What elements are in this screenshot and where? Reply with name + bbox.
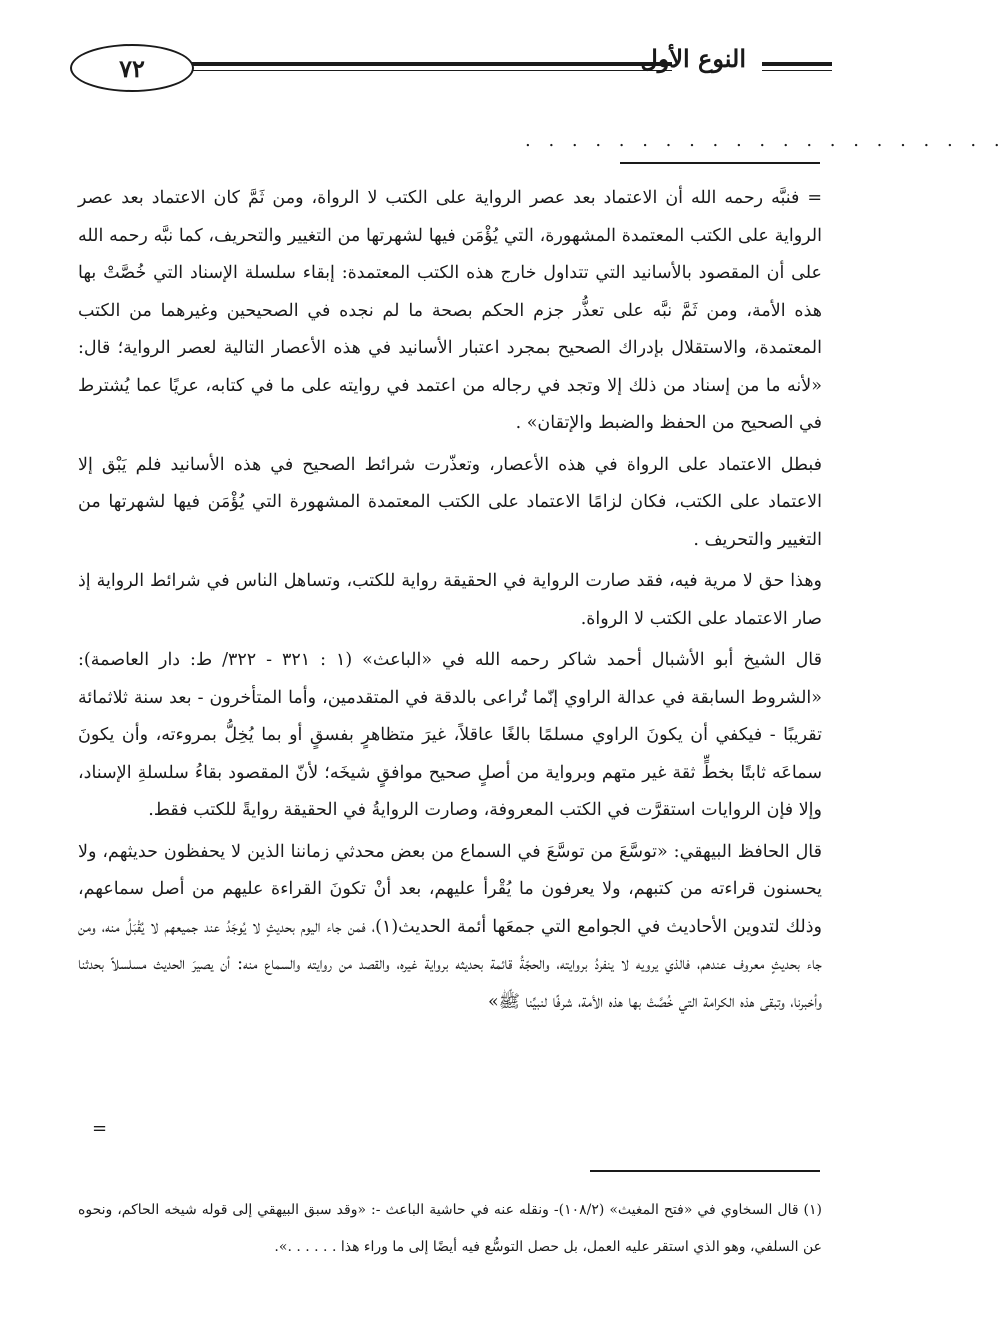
footnotes: [78, 1192, 822, 1266]
header-rule-thin: [190, 70, 672, 71]
page-number: ٧٢: [70, 44, 194, 92]
paragraph: = فنبَّه رحمه الله أن الاعتماد بعد عصر الرواية على الكتب لا الرواة، ومن ثَمَّ كان الاعتماد بعد عصر الرواية على الكتب المعتمدة المشهورة، التي يُؤْمَن فيها لشهرتها من التغيير والتحريف، كما نبَّه رحمه الله على أن المقصود بالأسانيد التي تتداول خارج هذه الكتب المعتمدة: إبقاء سلسلة الإسناد التي خُصَّتْ بها هذه الأمة، ومن ثَمَّ نبَّه على تعذُّر جزم الحكم بصحة ما لم نجده في الصحيحين وغيرهما من الكتب المعتمدة، والاستقلال بإدراك الصحيح بمجرد اعتبار الأسانيد في هذه الأعصار التالية لعصر الرواية؛ قال: «لأنه ما من إسناد من ذلك إلا وتجد في رجاله من اعتمد في روايته على ما في كتابه، عريًا عما يُشترط في الصحيح من الحفظ والضبط والإتقان» .: [78, 188, 822, 433]
separator-dots: . . . . . . . . . . . . . . . . . . . . .: [525, 130, 1006, 151]
header-rule-right-thick: [762, 62, 832, 66]
paragraph: قال الحافظ البيهقي: «توسَّعَ من توسَّعَ في السماع من بعض محدثي زماننا الذين لا يحفظون حديثهم، ولا يحسنون قراءته من كتبهم، ولا يعرفون ما يُقْرأ عليهم، بعد أنْ تكونَ القراءة عليهم من أصل سماعهم، وذلك لتدوين الأحاديث في الجوامع التي جمعَها أئمة الحديث(١)، فمن جاء اليوم بحديثٍ لا يُوجَدُ عند جميعهم لا يُقْبَلُ منه، ومن جاء بحديثٍ معروف عندهم، فالذي يرويه لا ينفردُ بروايته، والحجّةُ قائمة بحديثه برواية غيره، والقصد من روايته والسماع منه: أن يصيرَ الحديث مسلسلاً بحدثنا وأخبرنا، وتبقى هذه الكرامة التي خُصَّتْ بها هذه الأمة، شرفًا لنبيِّنا ﷺ»: [78, 841, 822, 1012]
chapter-title: النوع الأول: [640, 44, 746, 73]
header-rule-thick: [190, 62, 672, 66]
continuation-mark: =: [92, 1118, 108, 1139]
top-divider: [620, 162, 820, 164]
paragraph: قال الشيخ أبو الأشبال أحمد شاكر رحمه الله في «الباعث» (١ : ٣٢١ - ٣٢٢/ ط: دار العاصمة): «الشروط السابقة في عدالة الراوي إنّما تُراعى بالدقة في المتقدمين، وأما المتأخرون - بعد سنة ثلاثمائة تقريبًا - فيكفي أن يكونَ الراوي مسلمًا بالغًا عاقلاً، غيرَ متظاهرٍ بفسقٍ أو بما يُخِلُّ بمروءته، وأن يكونَ سماعَه ثابتًا بخطٍّ ثقة غير متهم وبرواية من أصلٍ صحيح موافقٍ شيخَه؛ لأنّ المقصود بقاءُ سلسلةِ الإسناد، وإلا فإن الروايات استقرَّت في الكتب المعروفة، وصارت الروايةُ في الحقيقة روايةً للكتب فقط.: [78, 650, 822, 820]
paragraph: وهذا حق لا مرية فيه، فقد صارت الرواية في الحقيقة رواية للكتب، وتساهل الناس في شرائط الرواية إذ صار الاعتماد على الكتب لا الرواة.: [78, 571, 822, 629]
header-rule-right-thin: [762, 70, 832, 71]
paragraph: فبطل الاعتماد على الرواة في هذه الأعصار، وتعذّرت شرائط الصحيح في هذه الأسانيد فلم يَبْق إلا الاعتماد على الكتب، فكان لزامًا الاعتماد على الكتب المعتمدة المشهورة التي يُؤْمَن فيها لشهرتها من التغيير والتحريف .: [78, 454, 822, 550]
footnote-divider: [590, 1170, 820, 1172]
page-header: [70, 40, 832, 100]
footnote: (١) قال السخاوي في «فتح المغيث» (١٠٨/٢)- ونقله عنه في حاشية الباعث -: «وقد سبق البيهقي إلى قوله شيخه الحاكم، ونحوه عن السلفي، وهو الذي استقر عليه العمل، بل حصل التوسُّع فيه أيضًا إلى ما وراء هذا . . . . . .».: [78, 1202, 822, 1255]
main-text: [78, 180, 822, 1025]
